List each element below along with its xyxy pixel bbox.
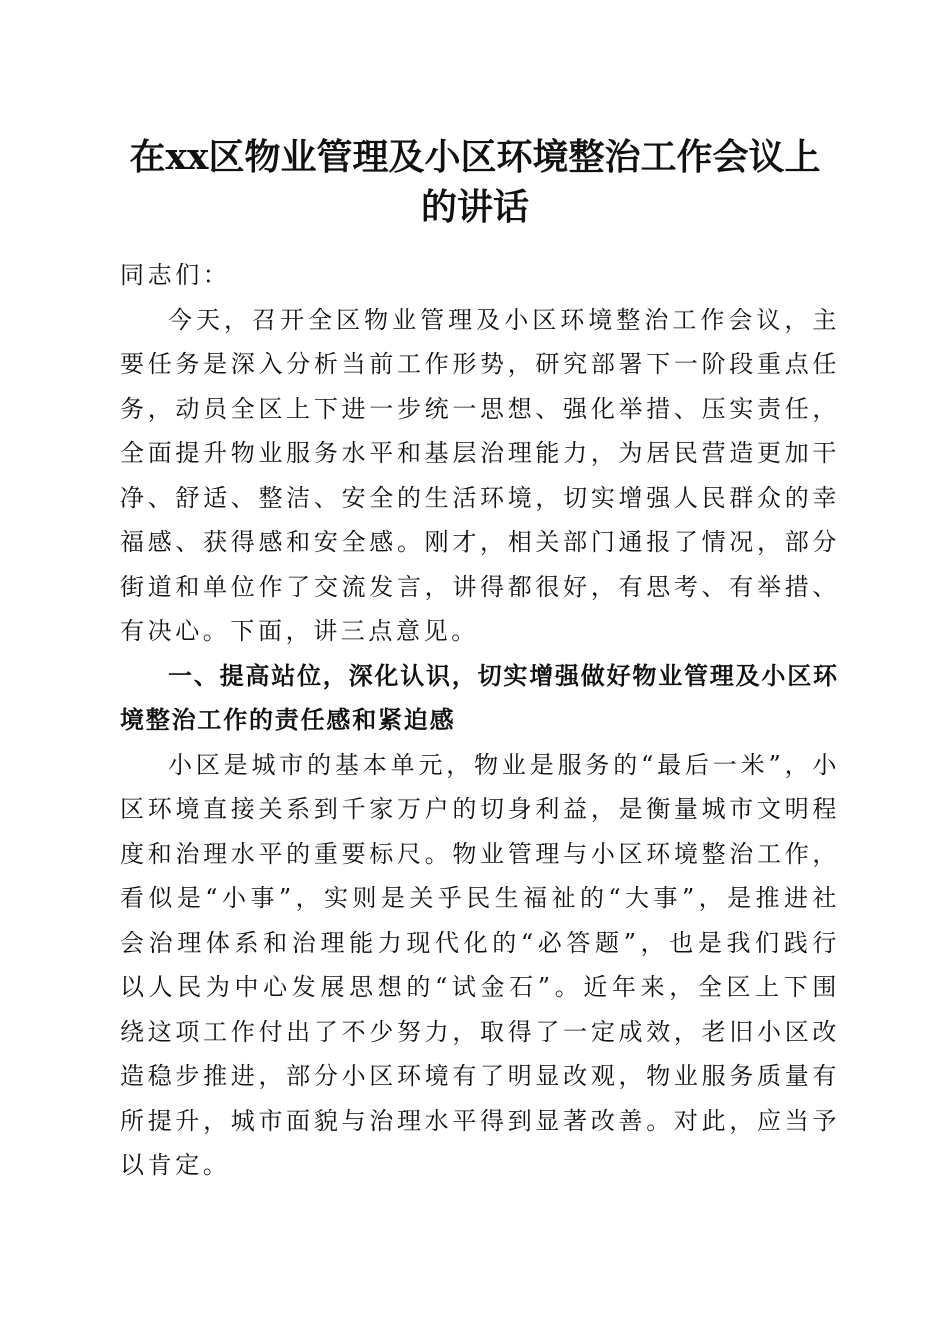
title-line-1: 在xx区物业管理及小区环境整治工作会议上: [129, 136, 821, 178]
section-heading-1: 一、提高站位，深化认识，切实增强做好物业管理及小区环境整治工作的责任感和紧迫感: [120, 661, 839, 734]
salutation: 同志们：: [120, 261, 231, 289]
section-1-paragraph: 小区是城市的基本单元，物业是服务的“最后一米”，小区环境直接关系到千家万户的切身利益，是衡量城市文明程度和治理水平的重要标尺。物业管理与小区环境整治工作，看似是“小事”，实则是关乎民生福祉的“大事”，是推进社会治理体系和治理能力现代化的“必答题”，也是我们践行以人民为中心发展思想的“试金石”。近年来，全区上下围绕这项工作付出了不少努力，取得了一定成效，老旧小区改造稳步推进，部分小区环境有了明显改观，物业服务质量有所提升，城市面貌与治理水平得到显著改善。对此，应当予以肯定。: [120, 750, 840, 1179]
opening-paragraph: 今天，召开全区物业管理及小区环境整治工作会议，主要任务是深入分析当前工作形势，研究部署下一阶段重点任务，动员全区上下进一步统一思想、强化举措、压实责任，全面提升物业服务水平和基层治理能力，为居民营造更加干净、舒适、整洁、安全的生活环境，切实增强人民群众的幸福感、获得感和安全感。刚才，相关部门通报了情况，部分街道和单位作了交流发言，讲得都很好，有思考、有举措、有决心。下面，讲三点意见。: [120, 305, 840, 645]
document-title: [100, 132, 850, 232]
document-body: [120, 253, 840, 1188]
title-line-2: 的讲话: [420, 186, 529, 228]
